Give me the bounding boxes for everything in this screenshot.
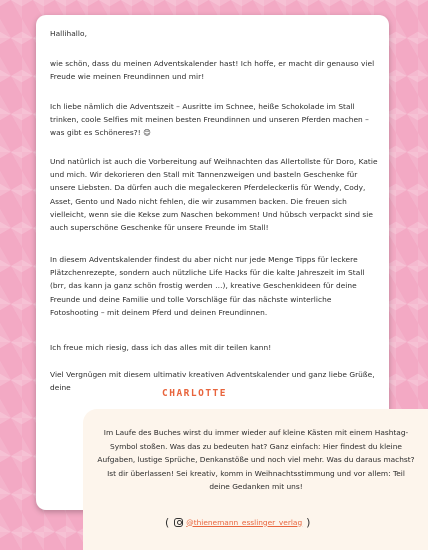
letter-paragraph-5: Ich freue mich riesig, dass ich das alles mit dir teilen kann! bbox=[50, 343, 272, 352]
close-paren: ) bbox=[306, 515, 311, 529]
instagram-icon bbox=[174, 518, 183, 527]
letter-paragraph-1: wie schön, dass du meinen Adventskalender hast! Ich hoffe, er macht dir genauso viel Freude wie meinen Freundinnen und mir! bbox=[50, 59, 375, 82]
letter-paragraph-3: Und natürlich ist auch die Vorbereitung auf Weihnachten das Allertollste für Doro, Katie und mich. Wir dekorieren den Stall mit Tannenzweigen und basteln Geschenke für unsere Liebsten. Da dürfen auch die megaleckeren Pferdeleckerlis für Wendy, Cody, Asset, Gento und Nado nicht fehlen, die wir zusammen backen. Die freuen sich vielleicht, wenn sie die Kekse zum Naschen bekommen! Und hübsch verpackt sind sie auch superschöne Geschenke für unsere Freunde im Stall! bbox=[50, 157, 378, 233]
letter-closing: Viel Vergnügen mit diesem ultimativ kreativen Adventskalender und ganz liebe Grüße, deine bbox=[50, 370, 375, 393]
instagram-handle-link[interactable]: @thienemann_esslinger_verlag bbox=[186, 517, 303, 527]
open-paren: ( bbox=[165, 515, 170, 529]
letter-paragraph-2: Ich liebe nämlich die Adventszeit – Ausritte im Schnee, heiße Schokolade im Stall trinken, coole Selfies mit meinen besten Freundinnen und unseren Pferden machen – was gibt es Schöneres?! 😊 bbox=[50, 102, 369, 138]
letter-paragraph-4: In diesem Adventskalender findest du aber nicht nur jede Menge Tipps für leckere Plätzchenrezepte, sondern auch nützliche Life Hacks für die kalte Jahreszeit im Stall (brr, das kann ja ganz schön frostig werden …), kreative Geschenkideen für deine Freunde und deine Familie und tolle Vorschläge für das nächste winterliche Fotoshooting – mit deinem Pferd und deinen Freundinnen. bbox=[50, 255, 365, 317]
signature: CHARLOTTE bbox=[162, 388, 227, 399]
social-handle-row bbox=[165, 515, 310, 529]
letter-greeting: Hallihallo, bbox=[50, 29, 87, 38]
hashtag-info-text: Im Laufe des Buches wirst du immer wieder auf kleine Kästen mit einem Hashtag-Symbol stoßen. Was das zu bedeuten hat? Ganz einfach: Hier findest du kleine Aufgaben, lustige Sprüche, Denkanstöße und noch viel mehr. Was du daraus machst? Ist dir überlassen! Sei kreativ, komm in Weihnachtsstimmung und vor allem: Teil deine Gedanken mit uns! bbox=[97, 428, 415, 492]
